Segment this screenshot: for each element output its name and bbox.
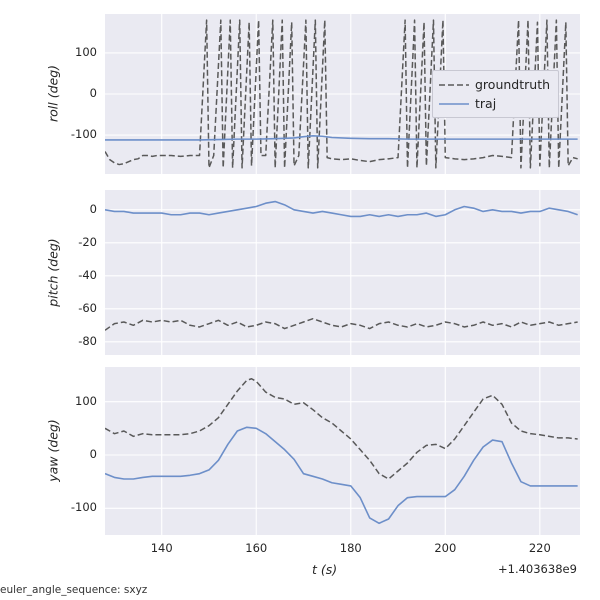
plot-legend bbox=[432, 70, 559, 118]
y-tick-label: -40 bbox=[78, 267, 97, 282]
euler-sequence-note: euler_angle_sequence: sxyz bbox=[0, 584, 148, 596]
y-tick-label: 100 bbox=[75, 393, 97, 408]
yaw-axis-label: yaw (deg) bbox=[45, 419, 61, 482]
y-tick-label: -60 bbox=[78, 300, 97, 315]
y-tick-label: -100 bbox=[70, 127, 97, 142]
x-tick-label: 200 bbox=[434, 541, 457, 555]
x-tick-label: 160 bbox=[245, 541, 268, 555]
pitch-plot-canvas bbox=[105, 190, 580, 355]
legend-entry-traj bbox=[439, 96, 550, 111]
legend-label-traj: traj bbox=[475, 96, 497, 111]
x-tick-label: 220 bbox=[528, 541, 551, 555]
y-tick-label: 0 bbox=[89, 201, 97, 216]
y-tick-label: -80 bbox=[78, 333, 97, 348]
pitch-subplot bbox=[105, 190, 580, 355]
x-tick-label: 140 bbox=[150, 541, 173, 555]
x-axis-label: t (s) bbox=[312, 562, 338, 577]
yaw-plot-canvas bbox=[105, 367, 580, 535]
x-tick-label: 180 bbox=[339, 541, 362, 555]
roll-axis-label: roll (deg) bbox=[45, 64, 61, 123]
legend-entry-groundtruth bbox=[439, 77, 550, 92]
y-tick-label: -20 bbox=[78, 234, 97, 249]
y-tick-label: -100 bbox=[70, 500, 97, 515]
y-tick-label: 100 bbox=[75, 44, 97, 59]
pitch-axis-label: pitch (deg) bbox=[45, 238, 61, 307]
yaw-subplot bbox=[105, 367, 580, 535]
y-tick-label: 0 bbox=[89, 447, 97, 461]
dashed-line-icon bbox=[439, 80, 469, 90]
solid-line-icon bbox=[439, 99, 469, 109]
legend-label-groundtruth: groundtruth bbox=[475, 77, 551, 92]
y-tick-label: 0 bbox=[89, 86, 97, 100]
x-axis-offset-label: +1.403638e9 bbox=[498, 562, 577, 576]
